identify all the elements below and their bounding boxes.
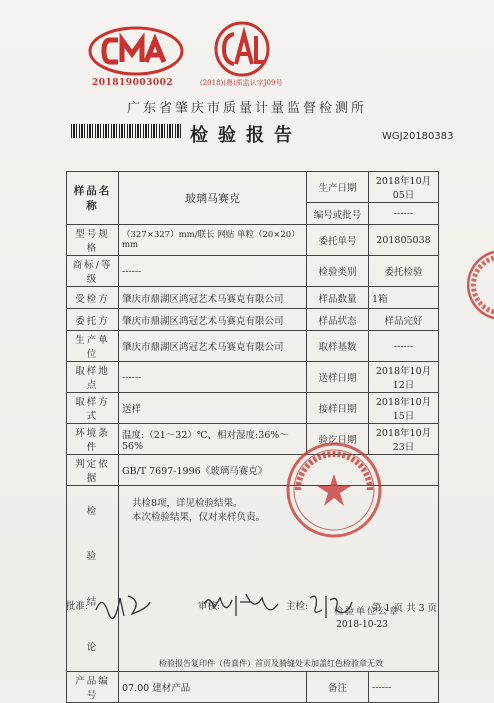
inspector-signature-icon	[306, 588, 356, 622]
main-inspect-label: 主检:	[286, 601, 309, 612]
sample-name: 玻璃马赛克	[119, 172, 307, 225]
cma-logo-icon	[88, 26, 184, 76]
batch-label: 编号或批号	[307, 203, 369, 225]
review-label: 审核:	[198, 601, 221, 612]
state-label: 样品状态	[307, 309, 369, 331]
state: 样品完好	[369, 309, 439, 331]
table-row	[67, 225, 439, 256]
inspected-party: 肇庆市鼎湖区鸿冠艺术马赛克有限公司	[119, 287, 307, 309]
conclusion-line: 本次检验结果，仅对来样负责。	[132, 512, 266, 523]
inspected-party-label: 受检方	[67, 287, 119, 309]
prod-code: 07.00 建材产品	[119, 672, 307, 703]
seam-seal-icon	[460, 250, 494, 320]
table-row	[67, 287, 439, 309]
qty: 1箱	[369, 287, 439, 309]
producer-label: 生产单位	[67, 331, 119, 362]
receive-date: 2018年10月15日	[369, 393, 439, 424]
barcode-icon	[71, 124, 181, 138]
conclusion-char: 验	[86, 551, 99, 563]
table-row	[67, 672, 439, 703]
model: （327×327）mm/联长 网贴 单粒（20×20）mm	[119, 225, 307, 256]
sample-name-label: 样品名称	[67, 172, 119, 225]
remark: ------	[369, 672, 439, 703]
inspection-seal-icon	[284, 440, 384, 540]
qty-label: 样品数量	[307, 287, 369, 309]
institute-name: 广东省肇庆市质量计量监督检测所	[126, 101, 367, 116]
table-row	[67, 331, 439, 362]
brand: ------	[119, 256, 307, 287]
table-row	[67, 362, 439, 393]
copy-note: 检验报告复印件（传真件）首页及骑缝处未加盖红色检验章无效	[159, 659, 383, 668]
model-label: 型号规格	[67, 225, 119, 256]
approver-signature-icon	[92, 590, 152, 620]
prod-date: 2018年10月05日	[369, 172, 439, 203]
report-table	[66, 171, 439, 703]
sample-site: ------	[119, 362, 307, 393]
conclusion-char: 论	[86, 642, 99, 654]
inspect-type-label: 检验类别	[307, 256, 369, 287]
reviewer-signature-icon	[202, 588, 282, 622]
env-label: 环境条件	[67, 424, 119, 455]
conclusion-char: 结	[86, 596, 99, 608]
sample-method-label: 取样方式	[67, 393, 119, 424]
remark-label: 备注	[307, 672, 369, 703]
prod-code-label: 产品编号	[67, 672, 119, 703]
finish-date-label: 验讫日期	[307, 424, 369, 455]
approve-label: 批准:	[66, 601, 89, 612]
report-number: WGJ20180383	[382, 131, 454, 142]
table-row	[67, 393, 439, 424]
table-row	[67, 309, 439, 331]
conclusion-label	[67, 486, 119, 672]
cal-logo-icon	[212, 20, 272, 78]
order-no-label: 委托单号	[307, 225, 369, 256]
report-title: 检验报告	[190, 125, 302, 146]
brand-label: 商标/等级	[67, 256, 119, 287]
finish-date: 2018年10月23日	[369, 424, 439, 455]
order-no: 201805038	[369, 225, 439, 256]
send-date: 2018年10月12日	[369, 362, 439, 393]
base: ------	[369, 331, 439, 362]
stamp-label: 检验单位公章	[333, 607, 400, 617]
client: 肇庆市鼎湖区鸿冠艺术马赛克有限公司	[119, 309, 307, 331]
stamp-date: 2018-10-23	[336, 620, 388, 630]
page-number: 第 1 页 共 3 页	[372, 603, 438, 614]
table-row	[67, 256, 439, 287]
conclusion-line: 共检8项，详见检验结果。	[132, 498, 243, 509]
inspect-type: 委托检验	[369, 256, 439, 287]
base-label: 取样基数	[307, 331, 369, 362]
conclusion-char: 检	[86, 505, 99, 517]
sample-method: 送样	[119, 393, 307, 424]
env: 温度:（21～32）℃、相对湿度:36%～56%	[119, 424, 307, 455]
send-date-label: 送样日期	[307, 362, 369, 393]
batch: ------	[369, 203, 439, 225]
conclusion-content	[119, 486, 439, 672]
table-row	[67, 172, 439, 203]
prod-date-label: 生产日期	[307, 172, 369, 203]
sample-site-label: 取样地点	[67, 362, 119, 393]
receive-date-label: 接样日期	[307, 393, 369, 424]
client-label: 委托方	[67, 309, 119, 331]
cal-code: (2018)(粤)质监认字J09号	[200, 79, 283, 87]
basis-label: 判定依据	[67, 455, 119, 486]
cma-code: 201819003002	[92, 78, 174, 88]
producer: 肇庆市鼎湖区鸿冠艺术马赛克有限公司	[119, 331, 307, 362]
basis: GB/T 7697-1996《玻璃马赛克》	[119, 455, 439, 486]
